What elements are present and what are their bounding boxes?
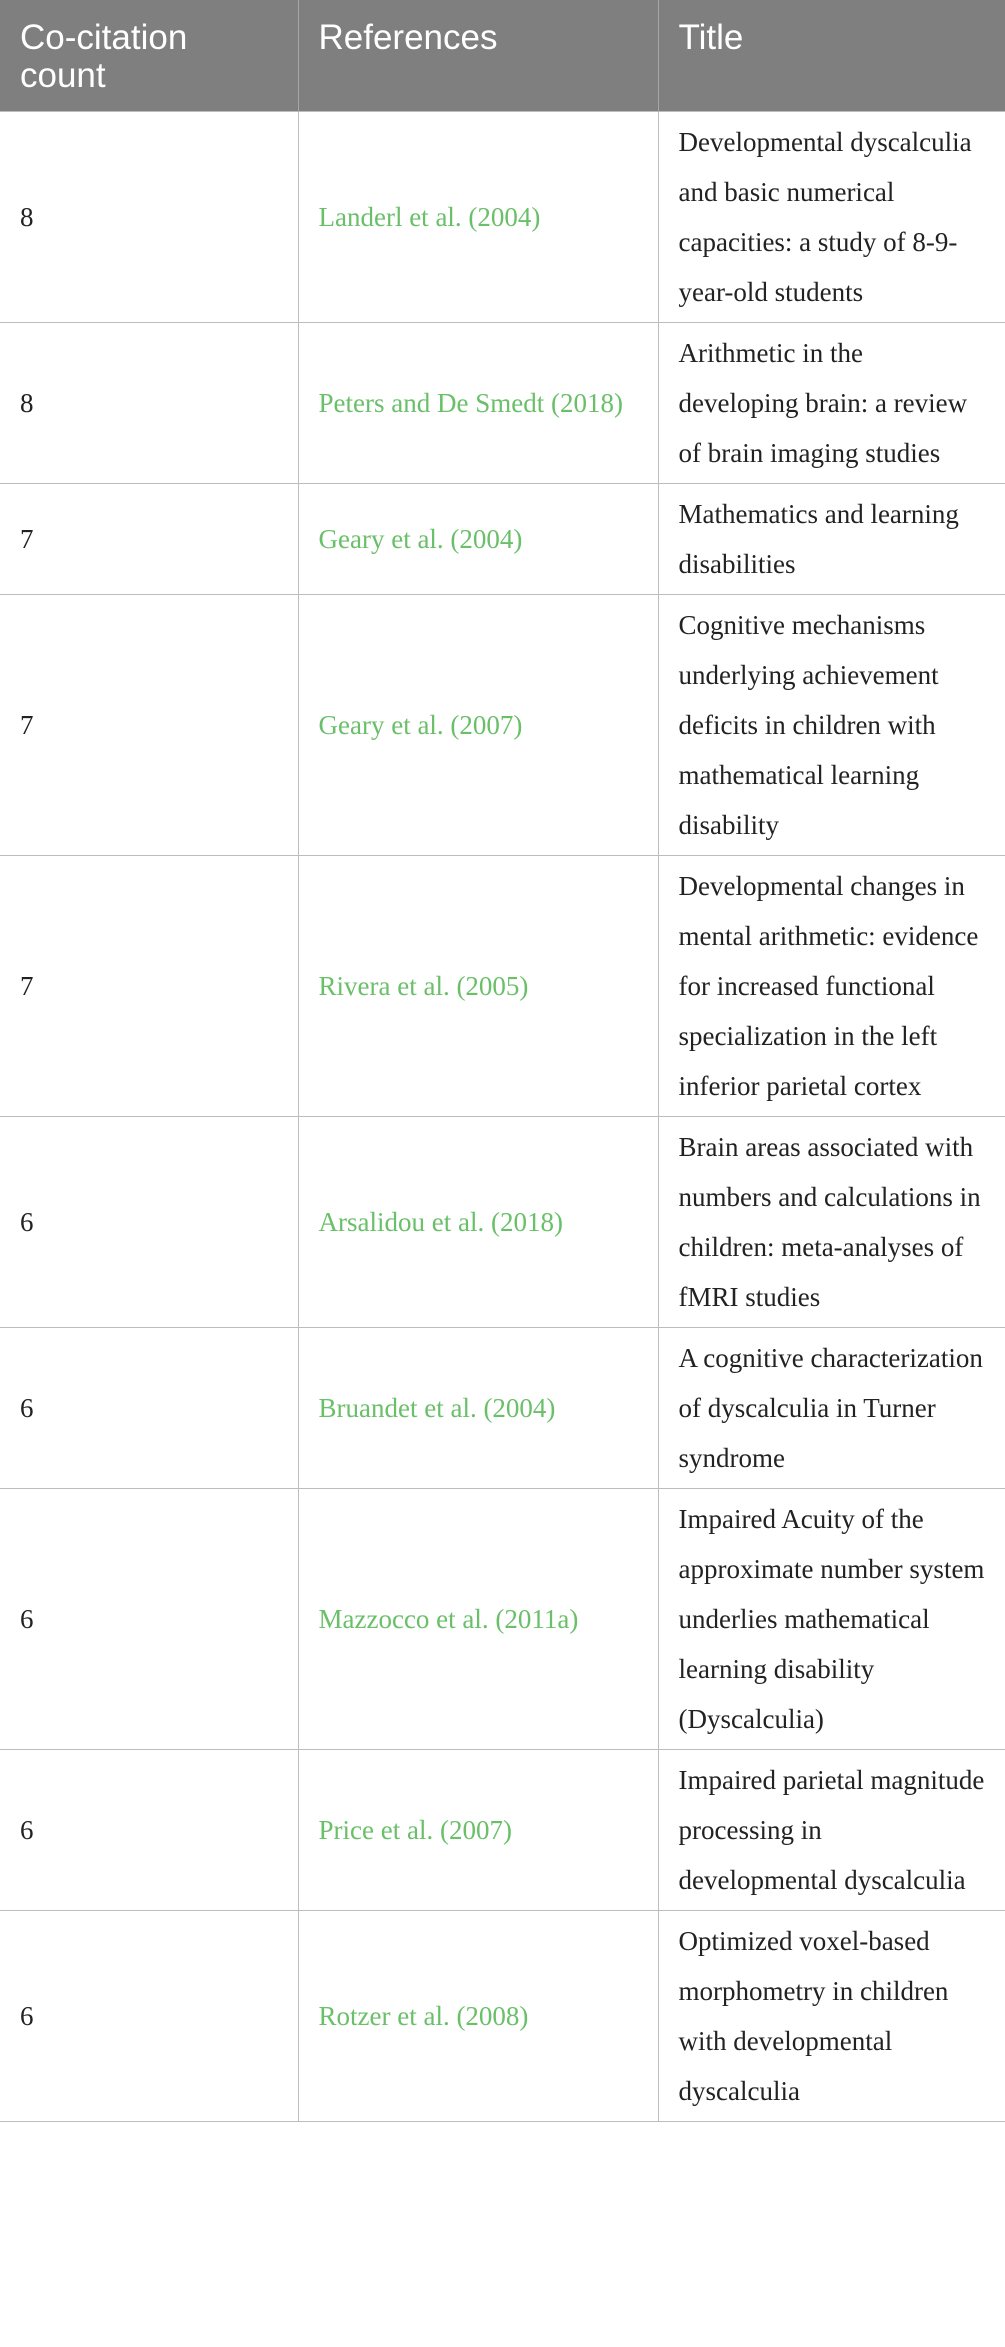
table-row <box>0 112 1005 323</box>
cell-count: 8 <box>0 112 298 323</box>
table-row <box>0 856 1005 1117</box>
reference-link[interactable]: Rotzer et al. (2008) <box>298 1911 658 2122</box>
cell-title: Cognitive mechanisms underlying achievement deficits in children with mathematical learning disability <box>658 595 1005 856</box>
cell-title: Impaired Acuity of the approximate number system underlies mathematical learning disability (Dyscalculia) <box>658 1489 1005 1750</box>
cell-title: Mathematics and learning disabilities <box>658 484 1005 595</box>
cell-count: 8 <box>0 323 298 484</box>
cell-count: 6 <box>0 1117 298 1328</box>
reference-link[interactable]: Price et al. (2007) <box>298 1750 658 1911</box>
header-row <box>0 0 1005 112</box>
reference-link[interactable]: Rivera et al. (2005) <box>298 856 658 1117</box>
table-body <box>0 112 1005 2122</box>
header-co-citation-count: Co-citation count <box>0 0 298 112</box>
reference-link[interactable]: Landerl et al. (2004) <box>298 112 658 323</box>
table-row <box>0 595 1005 856</box>
table-row <box>0 1489 1005 1750</box>
header-title: Title <box>658 0 1005 112</box>
cell-title: Optimized voxel-based morphometry in children with developmental dyscalculia <box>658 1911 1005 2122</box>
cell-title: Developmental dyscalculia and basic numerical capacities: a study of 8-9-year-old students <box>658 112 1005 323</box>
cell-count: 7 <box>0 595 298 856</box>
cell-title: Impaired parietal magnitude processing in developmental dyscalculia <box>658 1750 1005 1911</box>
reference-link[interactable]: Arsalidou et al. (2018) <box>298 1117 658 1328</box>
table-header <box>0 0 1005 112</box>
table-row <box>0 484 1005 595</box>
cell-title: Developmental changes in mental arithmetic: evidence for increased functional specialization in the left inferior parietal cortex <box>658 856 1005 1117</box>
reference-link[interactable]: Mazzocco et al. (2011a) <box>298 1489 658 1750</box>
cell-title: Arithmetic in the developing brain: a review of brain imaging studies <box>658 323 1005 484</box>
table-row <box>0 1750 1005 1911</box>
cell-count: 6 <box>0 1911 298 2122</box>
table-row <box>0 1328 1005 1489</box>
reference-link[interactable]: Bruandet et al. (2004) <box>298 1328 658 1489</box>
table-row <box>0 1117 1005 1328</box>
cell-title: A cognitive characterization of dyscalculia in Turner syndrome <box>658 1328 1005 1489</box>
cell-count: 7 <box>0 856 298 1117</box>
cell-count: 6 <box>0 1489 298 1750</box>
reference-link[interactable]: Geary et al. (2004) <box>298 484 658 595</box>
reference-link[interactable]: Peters and De Smedt (2018) <box>298 323 658 484</box>
cell-count: 6 <box>0 1328 298 1489</box>
cell-count: 7 <box>0 484 298 595</box>
cell-title: Brain areas associated with numbers and calculations in children: meta-analyses of fMRI studies <box>658 1117 1005 1328</box>
header-references: References <box>298 0 658 112</box>
reference-link[interactable]: Geary et al. (2007) <box>298 595 658 856</box>
table-row <box>0 1911 1005 2122</box>
table-row <box>0 323 1005 484</box>
cell-count: 6 <box>0 1750 298 1911</box>
